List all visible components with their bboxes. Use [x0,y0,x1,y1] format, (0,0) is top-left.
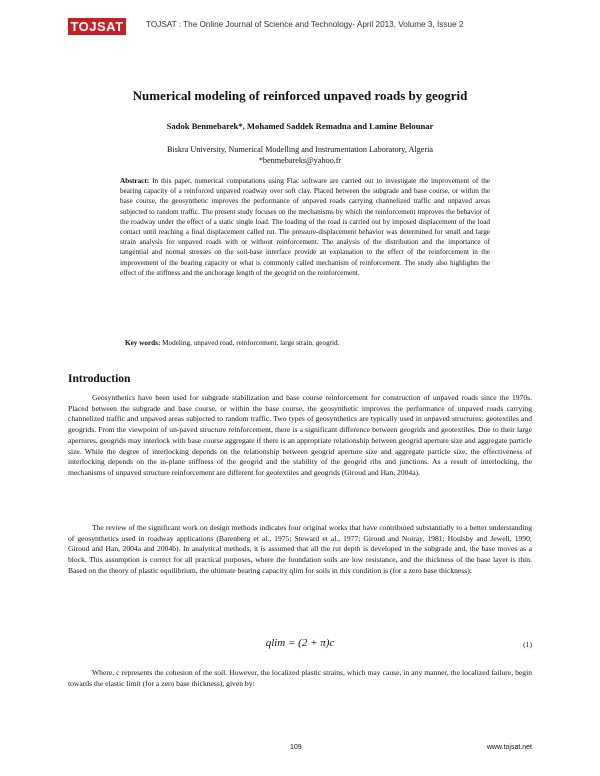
keywords-label: Key words: [125,339,161,347]
page-footer [0,744,600,756]
affiliation: Biskra University, Numerical Modelling and Instrumentation Laboratory, Algeria [166,145,434,154]
paper-title: Numerical modeling of reinforced unpaved roads by geogrid [132,88,468,103]
equation: qlim = (2 + π)c [265,637,335,649]
journal-citation: TOJSAT : The Online Journal of Science and Technology- April 2013, Volume 3, Issue 2 [146,20,464,29]
keywords [125,339,495,347]
abstract-text: In this paper, numerical computations using Flac software are carried out to investigate the improvement of the bearing capacity of a reinforced unpaved roadway over soft clay. Placed between the subgrade and base course, or within the base course, the geosynthetic improves the performance of unpaved roads carrying channelized traffic and unpaved areas subjected to random traffic. The present study focuses on the mechanisms by which the reinforcement improves the behavior of the roadway under the effect of a static single load. The loading of the road is carried out by imposed displacement of the load contact until reaching a final displacement called rut. The pressure-displacement behavior was determined for small and large strain analysis for unpaved roads with or without reinforcement. The analysis of the distribution and the importance of tangential and normal stresses on the soil-base interface provide an explanation to the effect of the reinforcement in the improvement of the bearing capacity or what is commonly called mechanism of reinforcement. The study also highlights the effect of the stiffness and the anchorage length of the geogrid on the reinforcement. [120,177,490,277]
footer-url[interactable]: www.tojsat.net [486,744,532,751]
paragraph: The review of the significant work on design methods indicates four original works that have contributed substantially to a better understanding of geosynthetics used in roadway applications (Barenberg et al., 1975; Steward et al., 1977; Giroud and Noiray, 1981; Houlsby and Jewell, 1990; Giroud and Han, 2004a and 2004b). In analytical methods, it is assumed that all the rut depth is developed in the subgrade and, the base moves as a block. This assumption is correct for all practical purposes, where the foundation soils are low resistance, and the thickness of the base layer is thin. Based on the theory of plastic equilibrium, the ultimate bearing capacity qlim for soils in this condition is (for a zero base thickness): [68,523,532,575]
abstract [120,176,490,278]
abstract-label: Abstract: [120,177,150,185]
paragraph: Where, c represents the cohesion of the soil. However, the localized plastic strains, which may cause, in any manner, the localized failure, begin towards the elastic limit (for a zero base thickness), given by: [68,668,532,688]
paragraph: Geosynthetics have been used for subgrade stabilization and base course reinforcement for construction of unpaved roads since the 1970s. Placed between the subgrade and base course, or within the base course, the geosynthetic improves the performance of unpaved roads carrying channelized traffic and unpaved areas subjected to random traffic. Two types of geosynthetics are typically used in unpaved structures: geotextiles and geogrids. From the viewpoint of un-paved structure reinforcement, there is a significant difference between geogrids and geotextiles. Due to their large apertures, geogrids may interlock with base course aggregate if there is an appropriate relationship between geogrid aperture size and aggregate particle size. While the degree of interlocking depends on the relationship between geogrid aperture size and aggregate particle size, the effectiveness of interlocking depends on the in-plane stiffness of the geogrid and the stability of the geogrid ribs and junctions. As a result of interlocking, the mechanisms of unpaved structure reinforcement are different for geotextiles and geogrids (Giroud and Han, 2004a). [68,393,532,477]
page-header [68,18,540,40]
page-number: 109 [290,744,302,751]
equation-number: (1) [523,640,532,649]
keywords-text: Modeling, unpaved road, reinforcement, large strain, geogrid. [162,339,340,347]
section-heading: Introduction [68,373,131,385]
journal-logo: TOJSAT [68,18,126,35]
author-email: *benmebareks@yahoo.fr [258,156,342,165]
author-list: Sadok Benmebarek*, Mohamed Saddek Remadna and Lamine Belounar [166,121,434,131]
affiliation-block [0,144,600,166]
